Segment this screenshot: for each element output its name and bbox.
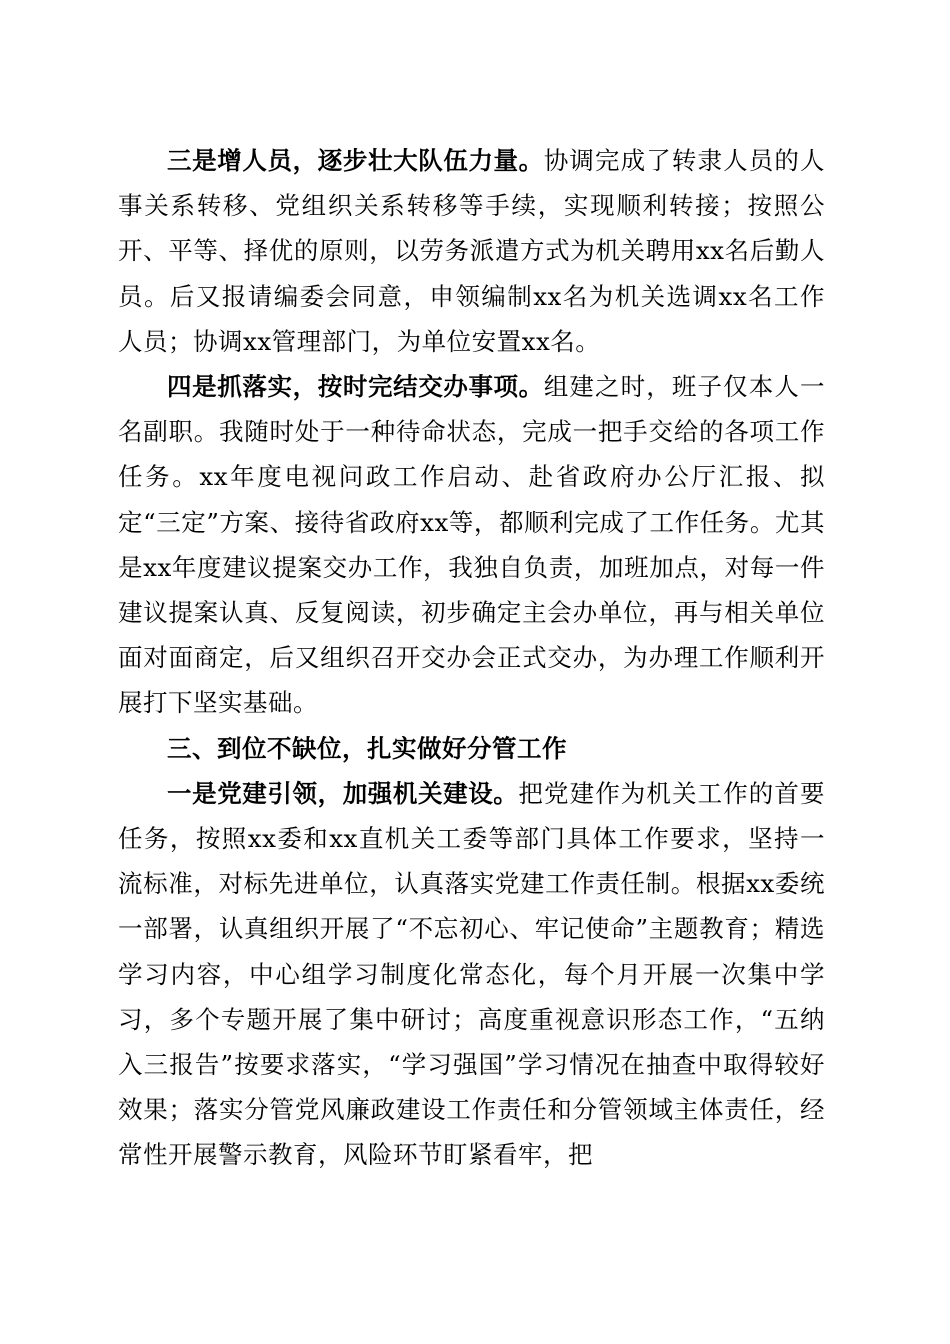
paragraph-lead: 四是抓落实，按时完结交办事项。 [167, 372, 544, 402]
paragraph-increase-staff [118, 138, 825, 364]
paragraph-lead: 一是党建引领，加强机关建设。 [167, 778, 519, 808]
paragraph-body: 把党建作为机关工作的首要任务，按照xx委和xx直机关工委等部门具体工作要求，坚持一流标准，对标先进单位，认真落实党建工作责任制。根据xx委统一部署，认真组织开展了“不忘初心、牢记使命”主题教育；精选学习内容，中心组学习制度化常态化，每个月开展一次集中学习，多个专题开展了集中研讨；高度重视意识形态工作，“五纳入三报告”按要求落实，“学习强国”学习情况在抽查中取得较好效果；落实分管党风廉政建设工作责任和分管领域主体责任，经常性开展警示教育，风险环节盯紧看牢，把 [118, 778, 826, 1170]
section-heading: 三、到位不缺位，扎实做好分管工作 [167, 733, 567, 763]
document-page [118, 138, 825, 1178]
paragraph-body: 组建之时，班子仅本人一名副职。我随时处于一种待命状态，完成一把手交给的各项工作任务。xx年度电视问政工作启动、赴省政府办公厅汇报、拟定“三定”方案、接待省政府xx等，都顺利完成了工作任务。尤其是xx年度建议提案交办工作，我独自负责，加班加点，对每一件建议提案认真、反复阅读，初步确定主会办单位，再与相关单位面对面商定，后又组织召开交办会正式交办，为办理工作顺利开展打下坚实基础。 [118, 372, 826, 718]
paragraph-lead: 三是增人员，逐步壮大队伍力量。 [167, 146, 544, 175]
paragraph-body: 协调完成了转隶人员的人事关系转移、党组织关系转移等手续，实现顺利转接；按照公开、平等、择优的原则，以劳务派遣方式为机关聘用xx名后勤人员。后又报请编委会同意，申领编制xx名为机关选调xx名工作人员；协调xx管理部门，为单位安置xx名。 [118, 146, 826, 356]
paragraph-implementation [118, 364, 825, 726]
paragraph-party-building [118, 771, 825, 1178]
